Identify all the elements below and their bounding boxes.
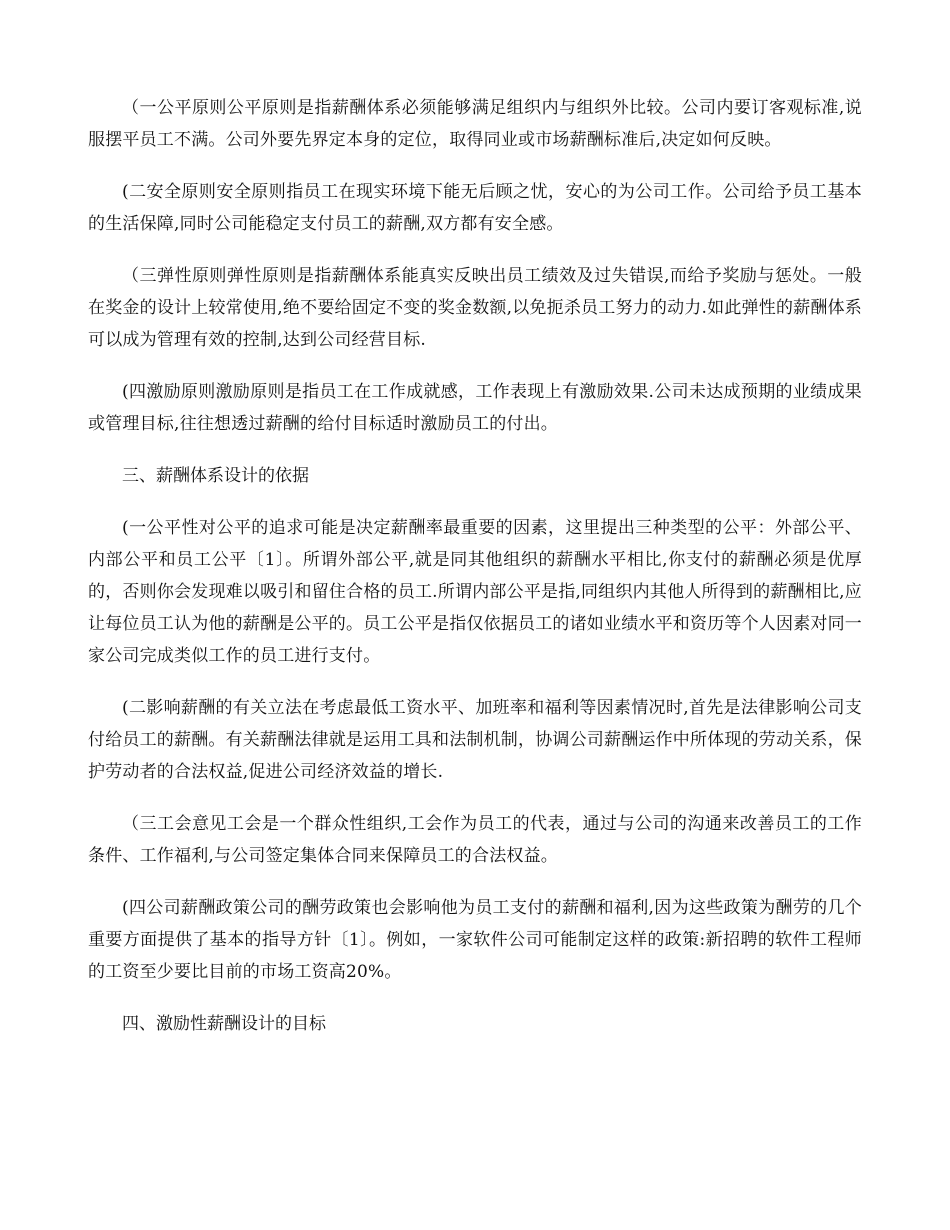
section-heading-design-basis: 三、薪酬体系设计的依据 — [122, 466, 309, 486]
section-heading-incentive-goals: 四、激励性薪酬设计的目标 — [122, 1014, 326, 1034]
paragraph-legislation: (二影响薪酬的有关立法在考虑最低工资水平、加班率和福利等因素情况时,首先是法律影响公司支付给员工的薪酬。有关薪酬法律就是运用工具和法制机制，协调公司薪酬运作中所体现的劳动关系，保护劳动者的合法权益,促进公司经济效益的增长. — [88, 698, 862, 782]
paragraph-security-principle: (二安全原则安全原则指员工在现实环境下能无后顾之忧，安心的为公司工作。公司给予员工基本的生活保障,同时公司能稳定支付员工的薪酬,双方都有安全感。 — [88, 182, 862, 234]
paragraph-union-opinion: （三工会意见工会是一个群众性组织,工会作为员工的代表，通过与公司的沟通来改善员工的工作条件、工作福利,与公司签定集体合同来保障员工的合法权益。 — [88, 814, 862, 866]
paragraph-incentive-principle: (四激励原则激励原则是指员工在工作成就感，工作表现上有激励效果.公司未达成预期的业绩成果或管理目标,往往想透过薪酬的给付目标适时激励员工的付出。 — [88, 382, 862, 434]
paragraph-fairness-basis: (一公平性对公平的追求可能是决定薪酬率最重要的因素，这里提出三种类型的公平：外部公平、内部公平和员工公平〔1〕。所谓外部公平,就是同其他组织的薪酬水平相比,你支付的薪酬必须是优厚的，否则你会发现难以吸引和留住合格的员工.所谓内部公平是指,同组织内其他人所得到的薪酬相比,应让每位员工认为他的薪酬是公平的。员工公平是指仅依据员工的诸如业绩水平和资历等个人因素对同一家公司完成类似工作的员工进行支付。 — [88, 518, 862, 666]
paragraph-flexibility-principle: （三弹性原则弹性原则是指薪酬体系能真实反映出员工绩效及过失错误,而给予奖励与惩处。一般在奖金的设计上较常使用,绝不要给固定不变的奖金数额,以免扼杀员工努力的动力.如此弹性的薪酬体系可以成为管理有效的控制,达到公司经营目标. — [88, 266, 862, 350]
paragraph-fairness-principle: （一公平原则公平原则是指薪酬体系必须能够满足组织内与组织外比较。公司内要订客观标准,说服摆平员工不满。公司外要先界定本身的定位，取得同业或市场薪酬标准后,决定如何反映。 — [88, 98, 862, 150]
paragraph-company-policy: (四公司薪酬政策公司的酬劳政策也会影响他为员工支付的薪酬和福利,因为这些政策为酬劳的几个重要方面提供了基本的指导方针〔1〕。例如，一家软件公司可能制定这样的政策:新招聘的软件工程师的工资至少要比目前的市场工资高20%。 — [88, 898, 862, 982]
